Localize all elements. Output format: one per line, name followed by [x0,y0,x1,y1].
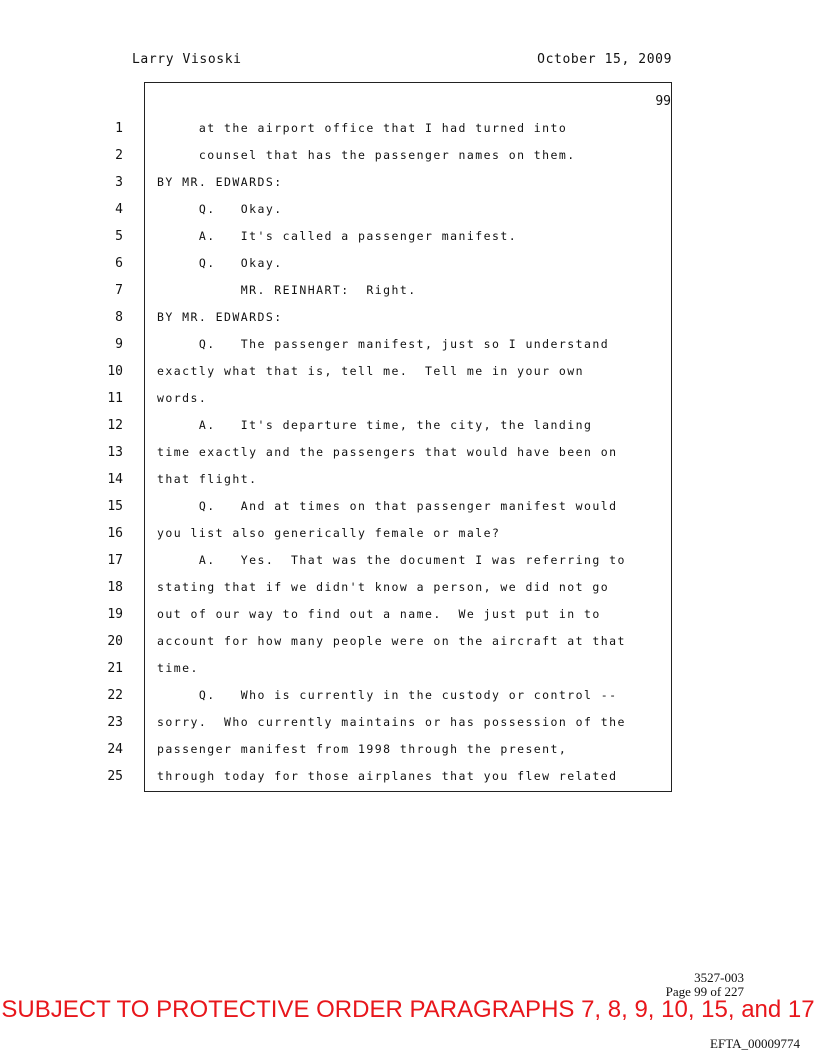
transcript-line [107,358,671,385]
efta-identifier: EFTA_00009774 [710,1036,800,1051]
line-number: 22 [107,688,123,703]
line-text: A. Yes. That was the document I was referring to [157,553,626,567]
line-number: 20 [107,634,123,649]
transcript-line [107,520,671,547]
line-text: Q. Okay. [157,256,283,270]
protective-order-notice: SUBJECT TO PROTECTIVE ORDER PARAGRAPHS 7, 8, 9, 10, 15, and 17 [1,996,815,1023]
line-number: 17 [107,553,123,568]
deponent-name: Larry Visoski [132,52,242,67]
line-number: 8 [115,310,123,325]
line-number: 15 [107,499,123,514]
transcript-line [115,196,671,223]
transcript-line [107,736,671,763]
line-text: Q. Okay. [157,202,283,216]
transcript-line [115,223,671,250]
line-text: exactly what that is, tell me. Tell me in your own [157,364,585,378]
line-text: A. It's called a passenger manifest. [157,229,518,243]
line-text: A. It's departure time, the city, the landing [157,418,593,432]
line-number: 5 [115,229,123,244]
transcript-line [115,250,671,277]
line-number: 13 [107,445,123,460]
line-text: BY MR. EDWARDS: [157,175,283,189]
line-text: MR. REINHART: Right. [157,283,417,297]
line-text: account for how many people were on the aircraft at that [157,634,626,648]
line-number: 21 [107,661,123,676]
line-number: 2 [115,148,123,163]
page-of-count: Page 99 of 227 [665,984,744,999]
transcript-line [107,466,671,493]
line-text: out of our way to find out a name. We just put in to [157,607,601,621]
line-number: 11 [107,391,123,406]
transcript-line [115,115,671,142]
transcript-page-number: 99 [655,94,671,109]
line-text: Q. And at times on that passenger manifest would [157,499,618,513]
line-text: BY MR. EDWARDS: [157,310,283,324]
line-text: time. [157,661,199,675]
line-text: Q. Who is currently in the custody or control -- [157,688,618,702]
line-number: 18 [107,580,123,595]
line-text: sorry. Who currently maintains or has possession of the [157,715,626,729]
transcript-line [107,493,671,520]
line-text: words. [157,391,208,405]
line-number: 9 [115,337,123,352]
deposition-date: October 15, 2009 [537,52,672,67]
bates-code: 3527-003 [694,970,744,985]
line-number: 25 [107,769,123,784]
transcript-line [107,385,671,412]
transcript-line [107,709,671,736]
transcript-line [107,412,671,439]
line-number: 10 [107,364,123,379]
line-text: Q. The passenger manifest, just so I understand [157,337,610,351]
line-text: passenger manifest from 1998 through the present, [157,742,568,756]
line-number: 19 [107,607,123,622]
line-text: through today for those airplanes that you flew related [157,769,618,783]
line-text: that flight. [157,472,258,486]
transcript-lines [107,115,671,790]
line-number: 16 [107,526,123,541]
transcript-page-frame [107,82,672,792]
line-text: counsel that has the passenger names on them. [157,148,576,162]
transcript-line [115,304,671,331]
line-text: at the airport office that I had turned into [157,121,568,135]
line-number: 12 [107,418,123,433]
transcript-line [115,142,671,169]
line-number: 24 [107,742,123,757]
line-number: 14 [107,472,123,487]
transcript-line [107,655,671,682]
transcript-line [115,331,671,358]
transcript-line [107,628,671,655]
line-number: 1 [115,121,123,136]
line-number: 4 [115,202,123,217]
transcript-line [107,439,671,466]
transcript-line [115,277,671,304]
line-text: you list also generically female or male? [157,526,501,540]
transcript-line [107,574,671,601]
transcript-line [107,682,671,709]
line-number: 3 [115,175,123,190]
line-text: stating that if we didn't know a person, we did not go [157,580,610,594]
line-number: 6 [115,256,123,271]
line-number: 23 [107,715,123,730]
transcript-line [115,169,671,196]
line-text: time exactly and the passengers that would have been on [157,445,618,459]
line-number: 7 [115,283,123,298]
transcript-line [107,601,671,628]
transcript-line [107,763,671,790]
transcript-line [107,547,671,574]
